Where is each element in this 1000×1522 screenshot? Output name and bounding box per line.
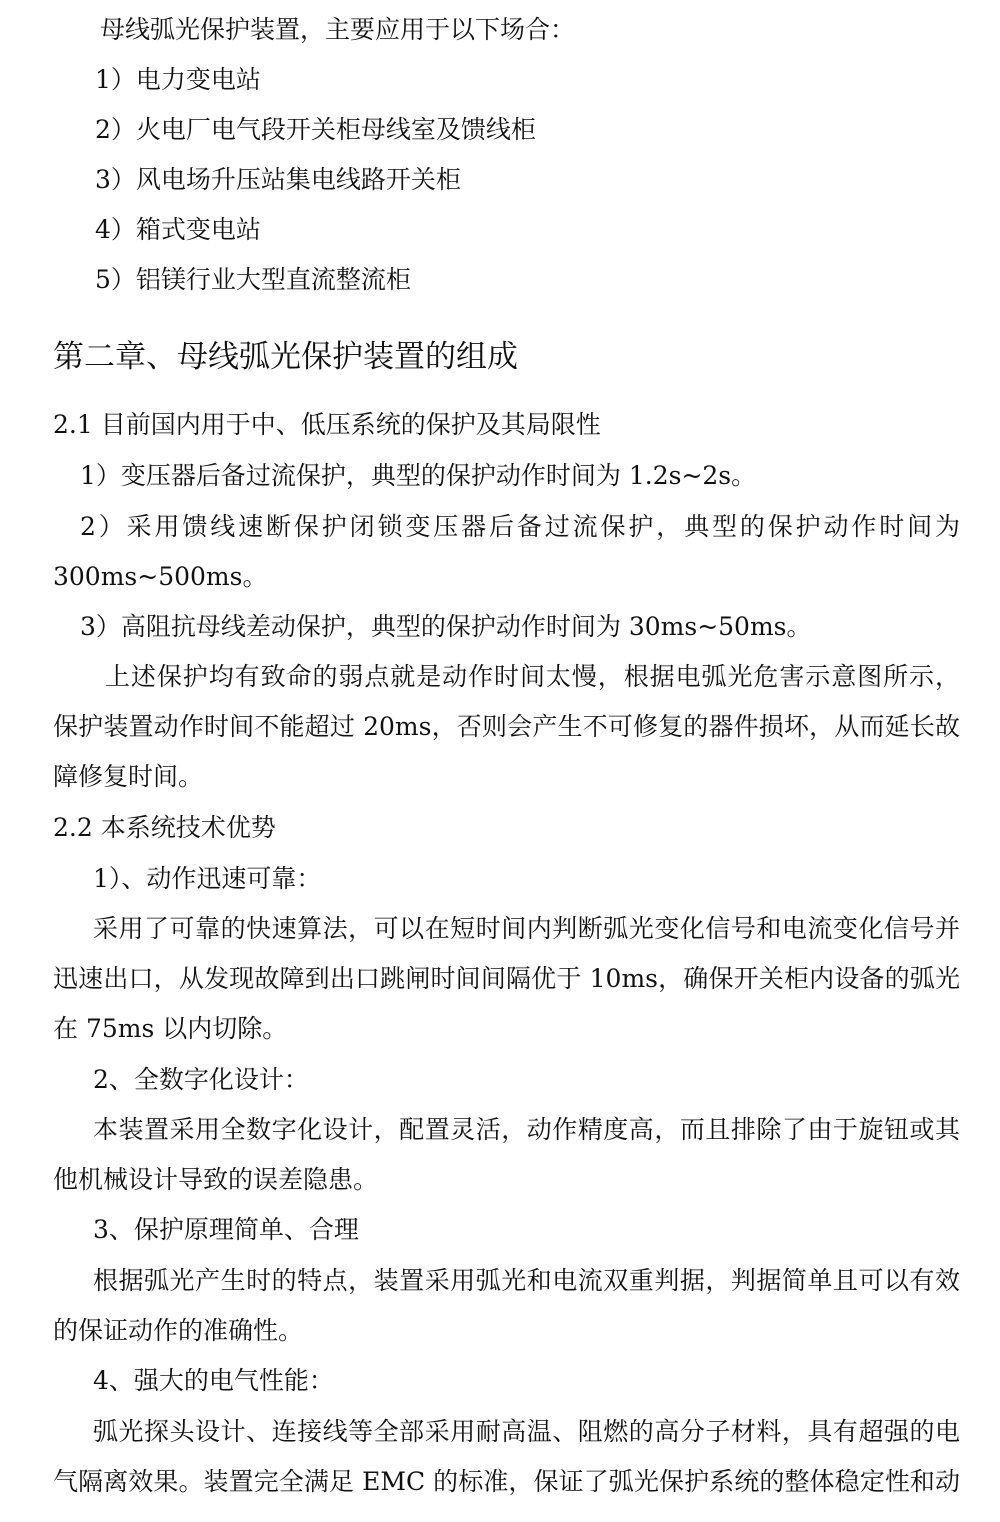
advantage-4-line-1: 弧光探头设计、连接线等全部采用耐高温、阻燃的高分子材料，具有超强的电 [93,1417,960,1446]
advantage-2-title: 2、全数字化设计： [93,1065,309,1094]
section-2-1-paragraph-line-2: 保护装置动作时间不能超过 20ms，否则会产生不可修复的器件损坏，从而延长故 [53,712,960,741]
section-2-1-paragraph-line-1: 上述保护均有致命的弱点就是动作时间太慢，根据电弧光危害示意图所示， [105,662,960,691]
advantage-1-title: 1）、动作迅速可靠： [93,864,322,893]
section-2-2-title: 2.2 本系统技术优势 [53,813,276,842]
advantage-2-line-2: 他机械设计导致的误差隐患。 [53,1165,379,1194]
advantage-1-line-3: 在 75ms 以内切除。 [53,1014,288,1043]
application-item-4: 4）箱式变电站 [95,215,261,244]
section-2-1-item-2-line-1: 2）采用馈线速断保护闭锁变压器后备过流保护，典型的保护动作时间为 [80,512,960,541]
advantage-1-line-1: 采用了可靠的快速算法，可以在短时间内判断弧光变化信号和电流变化信号并 [93,914,960,943]
advantage-4-title: 4、强大的电气性能： [93,1366,334,1395]
section-2-1-item-3: 3）高阻抗母线差动保护，典型的保护动作时间为 30ms~50ms。 [80,612,812,641]
advantage-4-line-2: 气隔离效果。装置完全满足 EMC 的标准，保证了弧光保护系统的整体稳定性和动 [53,1467,960,1496]
section-2-1-paragraph-line-3: 障修复时间。 [53,762,204,791]
application-item-2: 2）火电厂电气段开关柜母线室及馈线柜 [95,115,536,144]
section-2-1-item-1: 1）变压器后备过流保护，典型的保护动作时间为 1.2s~2s。 [80,461,757,490]
application-item-5: 5）铝镁行业大型直流整流柜 [95,265,411,294]
section-2-1-title: 2.1 目前国内用于中、低压系统的保护及其局限性 [53,410,601,439]
application-item-3: 3）风电场升压站集电线路开关柜 [95,165,461,194]
advantage-3-line-2: 的保证动作的准确性。 [53,1316,304,1345]
advantage-3-line-1: 根据弧光产生时的特点，装置采用弧光和电流双重判据，判据简单且可以有效 [93,1266,960,1295]
chapter-title: 第二章、母线弧光保护装置的组成 [53,339,518,375]
advantage-3-title: 3、保护原理简单、合理 [93,1215,359,1244]
application-item-1: 1）电力变电站 [95,65,261,94]
advantage-1-line-2: 迅速出口，从发现故障到出口跳闸时间间隔优于 10ms，确保开关柜内设备的弧光 [53,964,960,993]
advantage-2-line-1: 本装置采用全数字化设计，配置灵活，动作精度高，而且排除了由于旋钮或其 [93,1115,960,1144]
section-2-1-item-2-line-2: 300ms~500ms。 [53,562,268,591]
intro-text: 母线弧光保护装置，主要应用于以下场合： [100,15,576,44]
